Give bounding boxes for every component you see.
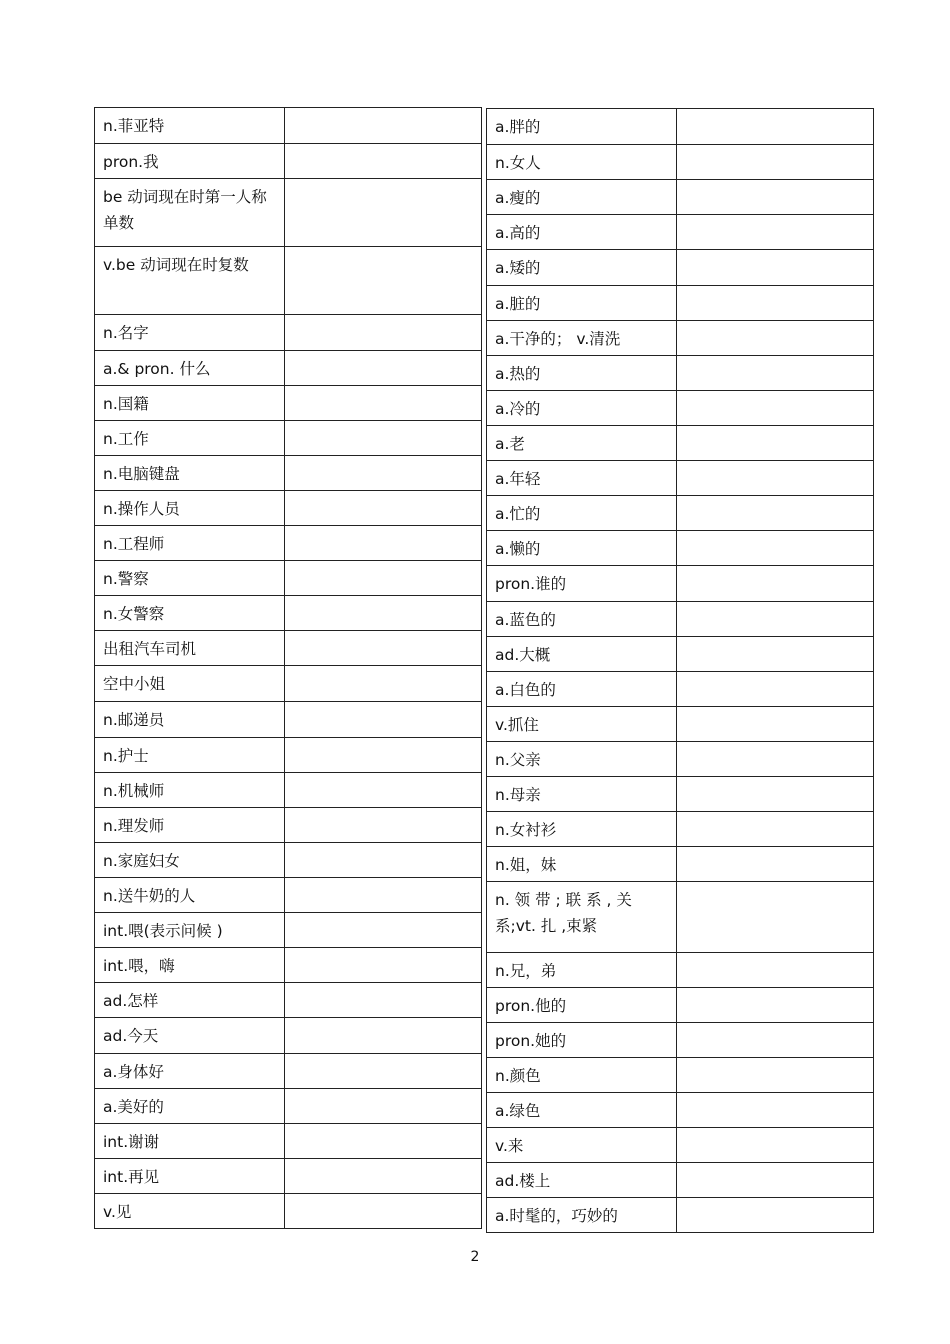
vocab-row-left bbox=[95, 1159, 482, 1194]
vocab-table-left-body bbox=[95, 108, 482, 1229]
vocab-row-left bbox=[95, 179, 482, 247]
answer-blank bbox=[285, 1159, 482, 1194]
vocab-row-left bbox=[95, 878, 482, 913]
vocab-term: a.年轻 bbox=[487, 461, 677, 496]
answer-blank bbox=[677, 286, 874, 321]
vocab-row-left bbox=[95, 596, 482, 631]
vocab-term: n.国籍 bbox=[95, 386, 285, 421]
answer-blank bbox=[285, 108, 482, 144]
vocab-table-right-body bbox=[487, 109, 874, 1233]
answer-blank bbox=[285, 702, 482, 738]
vocab-term: int.喂(表示问候 ) bbox=[95, 913, 285, 948]
vocab-row-left bbox=[95, 1194, 482, 1229]
vocab-row-right bbox=[487, 812, 874, 847]
vocab-row-left bbox=[95, 421, 482, 456]
vocab-row-left bbox=[95, 983, 482, 1018]
vocab-row-right bbox=[487, 1058, 874, 1093]
vocab-row-right bbox=[487, 1093, 874, 1128]
vocab-row-left bbox=[95, 702, 482, 738]
vocab-row-left bbox=[95, 808, 482, 843]
vocab-term: n.女人 bbox=[487, 145, 677, 180]
vocab-row-right bbox=[487, 461, 874, 496]
answer-blank bbox=[285, 738, 482, 773]
vocab-row-left bbox=[95, 948, 482, 983]
answer-blank bbox=[285, 913, 482, 948]
vocab-row-right bbox=[487, 847, 874, 882]
vocab-row-left bbox=[95, 1089, 482, 1124]
vocab-term: pron.他的 bbox=[487, 988, 677, 1023]
answer-blank bbox=[677, 882, 874, 953]
vocab-row-left bbox=[95, 315, 482, 351]
vocab-term: n.警察 bbox=[95, 561, 285, 596]
answer-blank bbox=[677, 356, 874, 391]
answer-blank bbox=[285, 1089, 482, 1124]
vocab-term: a.干净的； v.清洗 bbox=[487, 321, 677, 356]
vocab-term: a.绿色 bbox=[487, 1093, 677, 1128]
page-number: 2 bbox=[470, 1249, 480, 1265]
answer-blank bbox=[285, 561, 482, 596]
vocab-row-left bbox=[95, 1054, 482, 1089]
vocab-term: ad.怎样 bbox=[95, 983, 285, 1018]
vocab-term: n.邮递员 bbox=[95, 702, 285, 738]
vocab-term: n. 领 带 ; 联 系 , 关系;vt. 扎 ,束紧 bbox=[487, 882, 677, 953]
vocab-row-right bbox=[487, 286, 874, 321]
answer-blank bbox=[677, 953, 874, 988]
answer-blank bbox=[677, 426, 874, 461]
vocab-row-right bbox=[487, 707, 874, 742]
vocab-row-right bbox=[487, 1198, 874, 1233]
vocab-row-left bbox=[95, 144, 482, 179]
answer-blank bbox=[677, 1058, 874, 1093]
vocab-row-right bbox=[487, 882, 874, 953]
answer-blank bbox=[285, 247, 482, 315]
answer-blank bbox=[677, 1023, 874, 1058]
vocab-term: n.护士 bbox=[95, 738, 285, 773]
answer-blank bbox=[285, 808, 482, 843]
vocab-term: a.时髦的，巧妙的 bbox=[487, 1198, 677, 1233]
vocab-term: a.冷的 bbox=[487, 391, 677, 426]
answer-blank bbox=[285, 596, 482, 631]
vocab-term: a.白色的 bbox=[487, 672, 677, 707]
vocab-term: a.懒的 bbox=[487, 531, 677, 566]
answer-blank bbox=[285, 526, 482, 561]
vocab-term: a.胖的 bbox=[487, 109, 677, 145]
answer-blank bbox=[285, 878, 482, 913]
vocab-term: n.母亲 bbox=[487, 777, 677, 812]
vocab-row-right bbox=[487, 637, 874, 672]
vocab-row-right bbox=[487, 145, 874, 180]
answer-blank bbox=[285, 1018, 482, 1054]
answer-blank bbox=[677, 250, 874, 286]
vocab-term: a.瘦的 bbox=[487, 180, 677, 215]
vocab-row-left bbox=[95, 1018, 482, 1054]
answer-blank bbox=[677, 109, 874, 145]
answer-blank bbox=[677, 812, 874, 847]
vocab-row-left bbox=[95, 561, 482, 596]
answer-blank bbox=[677, 637, 874, 672]
vocab-row-left bbox=[95, 666, 482, 702]
vocab-term: n.工程师 bbox=[95, 526, 285, 561]
vocab-row-right bbox=[487, 531, 874, 566]
answer-blank bbox=[285, 1124, 482, 1159]
vocab-term: be 动词现在时第一人称单数 bbox=[95, 179, 285, 247]
answer-blank bbox=[285, 491, 482, 526]
answer-blank bbox=[285, 631, 482, 666]
vocab-row-left bbox=[95, 1124, 482, 1159]
answer-blank bbox=[285, 456, 482, 491]
vocab-term: n.操作人员 bbox=[95, 491, 285, 526]
vocab-row-left bbox=[95, 526, 482, 561]
vocab-row-right bbox=[487, 215, 874, 250]
answer-blank bbox=[677, 566, 874, 602]
vocab-row-left bbox=[95, 351, 482, 386]
answer-blank bbox=[677, 847, 874, 882]
answer-blank bbox=[285, 666, 482, 702]
vocab-term: a.脏的 bbox=[487, 286, 677, 321]
answer-blank bbox=[677, 496, 874, 531]
vocab-table-right bbox=[486, 108, 874, 1233]
vocab-row-right bbox=[487, 566, 874, 602]
answer-blank bbox=[285, 421, 482, 456]
answer-blank bbox=[677, 1198, 874, 1233]
answer-blank bbox=[677, 531, 874, 566]
vocab-term: n.送牛奶的人 bbox=[95, 878, 285, 913]
vocab-row-left bbox=[95, 631, 482, 666]
answer-blank bbox=[285, 843, 482, 878]
vocab-term: int.谢谢 bbox=[95, 1124, 285, 1159]
vocab-row-left bbox=[95, 247, 482, 315]
answer-blank bbox=[285, 1194, 482, 1229]
vocab-term: v.见 bbox=[95, 1194, 285, 1229]
vocab-row-left bbox=[95, 738, 482, 773]
vocab-term: n.电脑键盘 bbox=[95, 456, 285, 491]
vocab-term: ad.大概 bbox=[487, 637, 677, 672]
vocab-term: n.颜色 bbox=[487, 1058, 677, 1093]
vocab-row-right bbox=[487, 250, 874, 286]
vocab-row-right bbox=[487, 180, 874, 215]
vocab-term: n.姐，妹 bbox=[487, 847, 677, 882]
vocab-term: a.忙的 bbox=[487, 496, 677, 531]
answer-blank bbox=[285, 773, 482, 808]
answer-blank bbox=[677, 777, 874, 812]
vocab-row-right bbox=[487, 988, 874, 1023]
vocab-term: v.抓住 bbox=[487, 707, 677, 742]
answer-blank bbox=[677, 215, 874, 250]
vocab-row-left bbox=[95, 913, 482, 948]
vocab-term: int.喂，嗨 bbox=[95, 948, 285, 983]
vocab-row-left bbox=[95, 773, 482, 808]
vocab-term: pron.谁的 bbox=[487, 566, 677, 602]
vocab-term: a.高的 bbox=[487, 215, 677, 250]
vocab-term: n.父亲 bbox=[487, 742, 677, 777]
vocab-term: n.理发师 bbox=[95, 808, 285, 843]
vocab-table-left bbox=[94, 107, 482, 1229]
vocab-row-right bbox=[487, 672, 874, 707]
vocab-term: ad.楼上 bbox=[487, 1163, 677, 1198]
vocab-term: a.身体好 bbox=[95, 1054, 285, 1089]
vocab-term: a.老 bbox=[487, 426, 677, 461]
answer-blank bbox=[677, 742, 874, 777]
vocab-row-left bbox=[95, 456, 482, 491]
vocab-term: v.来 bbox=[487, 1128, 677, 1163]
vocab-term: n.名字 bbox=[95, 315, 285, 351]
vocab-term: ad.今天 bbox=[95, 1018, 285, 1054]
vocab-row-right bbox=[487, 321, 874, 356]
vocab-term: 空中小姐 bbox=[95, 666, 285, 702]
vocab-term: a.热的 bbox=[487, 356, 677, 391]
answer-blank bbox=[285, 386, 482, 421]
vocab-term: n.机械师 bbox=[95, 773, 285, 808]
vocab-term: n.家庭妇女 bbox=[95, 843, 285, 878]
vocab-row-right bbox=[487, 742, 874, 777]
vocab-term: n.菲亚特 bbox=[95, 108, 285, 144]
answer-blank bbox=[677, 1128, 874, 1163]
answer-blank bbox=[677, 1093, 874, 1128]
vocab-term: a.& pron. 什么 bbox=[95, 351, 285, 386]
vocab-row-right bbox=[487, 496, 874, 531]
vocab-row-left bbox=[95, 843, 482, 878]
answer-blank bbox=[677, 321, 874, 356]
answer-blank bbox=[677, 180, 874, 215]
answer-blank bbox=[677, 145, 874, 180]
answer-blank bbox=[285, 948, 482, 983]
vocab-term: int.再见 bbox=[95, 1159, 285, 1194]
answer-blank bbox=[677, 988, 874, 1023]
vocab-row-right bbox=[487, 777, 874, 812]
vocab-term: n.女警察 bbox=[95, 596, 285, 631]
vocab-row-left bbox=[95, 108, 482, 144]
answer-blank bbox=[677, 1163, 874, 1198]
vocab-term: n.兄，弟 bbox=[487, 953, 677, 988]
vocab-term: n.女衬衫 bbox=[487, 812, 677, 847]
vocab-term: 出租汽车司机 bbox=[95, 631, 285, 666]
answer-blank bbox=[677, 461, 874, 496]
vocab-row-right bbox=[487, 356, 874, 391]
vocab-term: a.美好的 bbox=[95, 1089, 285, 1124]
vocab-term: pron.她的 bbox=[487, 1023, 677, 1058]
answer-blank bbox=[285, 351, 482, 386]
answer-blank bbox=[285, 315, 482, 351]
answer-blank bbox=[677, 602, 874, 637]
vocab-row-right bbox=[487, 1128, 874, 1163]
answer-blank bbox=[677, 707, 874, 742]
vocab-row-right bbox=[487, 426, 874, 461]
answer-blank bbox=[285, 179, 482, 247]
vocab-term: a.矮的 bbox=[487, 250, 677, 286]
vocab-row-right bbox=[487, 109, 874, 145]
vocab-row-right bbox=[487, 1163, 874, 1198]
answer-blank bbox=[285, 1054, 482, 1089]
vocab-row-right bbox=[487, 953, 874, 988]
vocab-term: a.蓝色的 bbox=[487, 602, 677, 637]
answer-blank bbox=[677, 672, 874, 707]
vocab-row-left bbox=[95, 491, 482, 526]
vocab-term: v.be 动词现在时复数 bbox=[95, 247, 285, 315]
vocab-row-right bbox=[487, 1023, 874, 1058]
vocab-term: pron.我 bbox=[95, 144, 285, 179]
vocab-row-right bbox=[487, 391, 874, 426]
vocab-term: n.工作 bbox=[95, 421, 285, 456]
vocab-row-right bbox=[487, 602, 874, 637]
answer-blank bbox=[285, 144, 482, 179]
answer-blank bbox=[677, 391, 874, 426]
answer-blank bbox=[285, 983, 482, 1018]
vocab-row-left bbox=[95, 386, 482, 421]
